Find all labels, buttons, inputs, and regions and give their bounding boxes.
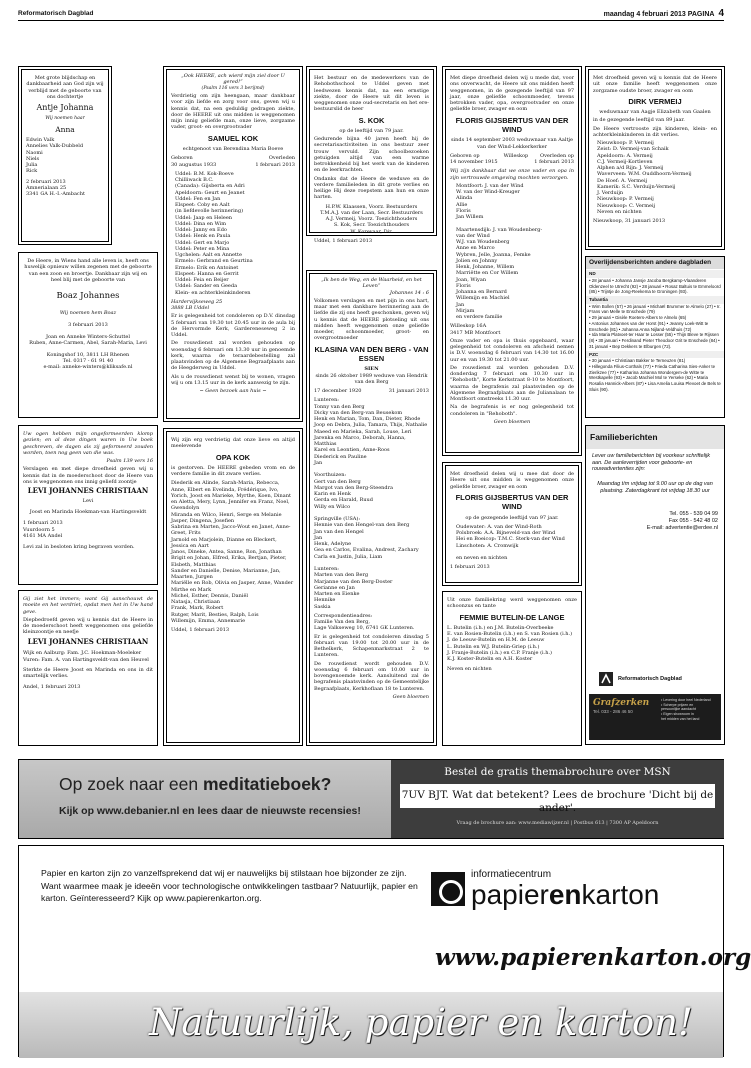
- ad-sub-2: sinds 26 oktober 1989 weduwe van Hendrik van den Berg: [315, 372, 428, 385]
- rd-logo-text: Reformatorisch Dagblad: [618, 675, 682, 682]
- meditatieboek-ad[interactable]: [19, 760, 391, 838]
- deceased-name: FLORIS GIJSBERTUS VAN DER WIND: [455, 492, 569, 512]
- family-names: Wijk en Aalburg: Fam. J.C. Hoekman-Moeleker Vuren: Fam. A. van Hartingsveldt-van den Heuvel: [23, 650, 149, 663]
- ad-text: Uit onze familiekring werd weggenomen onze schoonzus en tante: [447, 597, 577, 610]
- death-ad-s-kok-school: [306, 66, 437, 244]
- ad-text-2: is gestorven. De HEERE gebeden vrom en de verdere familie in dit zware verlies.: [171, 464, 295, 478]
- gz-item: • Levering door heel Nederland: [661, 698, 711, 702]
- life-dates: [314, 388, 429, 394]
- ad-address: 2 februari 2013 Amnerialaan 25 3341 GA H.-I.-Ambacht: [26, 178, 85, 198]
- ad-dates: 1 februari 2013 Vuurdoorn 5 4161 MA Andel: [23, 520, 63, 539]
- list-item: • Wim Bollen (57) • 26 januari • Michaël Brummer te Almelo (27) • Ir. Frans van Melle te Enschede (79): [589, 303, 721, 315]
- ad-text: Met droefheid delen wij u mee dat door de Heere uit ons midden is weggenomen onze geliefde broer, zwager en oom: [450, 471, 574, 490]
- ad-sub: sinds 14 september 2003 weduwnaar van Aaltje van der Wind-Lekkerkerker: [450, 137, 573, 150]
- ad-quote: Gij ziet het immers; want Gij aanschouwt de moeite en het verdriet, opdat men het in Uw hand geve.: [23, 596, 153, 615]
- ad-text: Verdrietig om zijn heengaan, maar dankbaar voor zijn liefde en zorg voor ons, geven wij u kennis dat, na een geduldig gedragen ziekte, door de HEERE uit ons midden is weggenomen mijn innig geliefde man, onze lieve, zorgzame vader, groot- en overgrootvader: [171, 93, 295, 131]
- meditatie-headline: [59, 774, 331, 796]
- died-date: 31 januari 2013: [388, 388, 429, 394]
- quote-ref: Johannes 14 : 6: [389, 289, 429, 296]
- family-names: Uddel: B.M. Kok-Boeve Chilliwack B.C. (Canada): Gijsberta en Adri Apeldoorn: Geurt en Jeanet Uddel: Fen en Jan Elspeet: Coby en Aalt (in liefdevolle herinnering) Uddel: Jaap en Heleen Uddel: Dina en Wim Uddel: Janny en Edo Uddel: Henk en Paula Uddel: Gert en Marjo Uddel: Peter en Mina Ugchelen: Aalt en Annette Ermelo: Gerbrand en Geurtina Ermelo: Erik en Antoinet Elspeet: Hanna en Gerrit Uddel: Feia en Beijer Uddel: Sander en Geeda Klein- en achterkleinkinderen: [175, 170, 253, 296]
- deceased-name: FLORIS GIJSBERTUS VAN DER WIND: [455, 115, 569, 134]
- pk-text: Papier en karton zijn zo vanzelfsprekend dat wij er nauwelijks bij stilstaan hoe bijzonder ze zijn. Want waarmee maak je ideeën voor technologische ontwikkelingen tastbaar? Natuurlijk, papier en karton. Geïnteresseerd? Kijk op www.papierenkarton.org.: [41, 868, 418, 904]
- gz-item: het midden van het land: [661, 716, 700, 721]
- family-names: Nieuwkoop: P. Vermeij Zeist: D. Vermeij-van Schaik Apeldoorn: A. Vermeij C.J. Vermeij-Kortleven Alphen a/d Rijn: J. Vermeij Waverveen: W.M. Ouddhoorn-Vermeij De Hoef: A. Vermeij Kamerik: S.C. Verduijn-Vermeij J. Verduijn Nieuwkoop: P. Vermeij Nieuwkoop: C. Vermeij Neven en nichten: [597, 140, 692, 215]
- date-text: maandag 4 februari 2013: [603, 11, 686, 18]
- ad-date: 3 februari 2013: [68, 321, 108, 328]
- pk-logo-main: [471, 881, 659, 909]
- ad-address: Willeskop 16A 3417 MB Montfoort: [450, 323, 501, 336]
- death-ad-klasina: [306, 270, 437, 746]
- board-names: H.P.W. Klaassen, Voorz. Bestuurders T.M.A.J. van der Laan, Secr. Bestuurders A.J. Vermeij, Voorz. Toezichthouders S. Kok, Secr. Toezichthouders W. Korevaar, Dir.: [320, 203, 423, 235]
- ad-footer: ~ Geen bezoek aan huis ~: [199, 388, 267, 395]
- ad-text-3: De Heere vertrooste zijn kinderen, klein- en achterkleinkinderen in dit verlies.: [593, 125, 717, 138]
- deceased-name: LEVI JOHANNES CHRISTIAAN: [27, 486, 149, 495]
- ad-text: Wij zijn erg verdrietig dat onze lieve en altijd meelevende: [171, 437, 295, 450]
- region-label: PZC: [586, 351, 724, 359]
- ad-address: Hardervijkseweg 25 3888 LB Uddel: [171, 298, 223, 312]
- list-item: • 28 januari • Johanna Jansje Jacoba Bergkamp-Vlaanderen Oldenzeel te Utrecht (92) • 28 januari • Rosaz Baltuis te Emmeloord (85) • Trijntje de Jong-Reekema te Groningen (93).: [589, 277, 721, 295]
- death-ad-samuel-kok: [163, 66, 303, 422]
- gz-item: • Scherpe prijzen en: [661, 702, 694, 707]
- death-ad-floris-2: [442, 462, 582, 586]
- quote-ref: Psalm 139 vers 16: [106, 458, 153, 464]
- ad-text: Verslagen en met diepe droefheid geven wij u kennis dat in de moederschoot door de Heere van ons is weggenomen ons innig geliefd zoontje: [23, 466, 153, 485]
- ad-sub: op de leeftijd van 79 jaar.: [339, 127, 404, 134]
- ad-sub: op de gezegende leeftijd van 97 jaar.: [465, 514, 559, 521]
- pk-en: en: [548, 879, 582, 911]
- msn-footer: Vraag de brochure aan: www.mediawijzer.nl | Postbus 613 | 7300 AP Apeldoorn: [456, 820, 659, 826]
- family-names: Joost en Marinda Hoekman-van Hartingsveldt: [29, 509, 147, 515]
- pk-logo-icon: [431, 872, 465, 906]
- page-header: [18, 7, 724, 21]
- death-ad-opa-kok: [163, 428, 303, 746]
- ad-footer: Neven en nichten: [447, 666, 492, 673]
- info-fax: Fax 055 - 542 48 02: [668, 517, 718, 524]
- ad-address: Koningshof 10, 3811 LH Rhenen Tel. 0317 - 61 91 40 e-mail: anneke-winters@kliksafe.nl: [43, 351, 133, 371]
- deceased-name: FEMMIE BUTELIN-DE LANGE: [459, 612, 565, 622]
- region-label: ND: [586, 270, 724, 278]
- msn-quote: 7UV BJT. Wat dat betekent? Lees de brochure 'Dicht bij de ander'.: [400, 784, 715, 808]
- ad-footer: 1 februari 2013: [450, 564, 490, 571]
- ad-text: Volkomen verslagen en met pijn in ons hart, maar met een dankbare herinnering aan de liefde die zij ons heeft geschonken, geven wij u kennis dat de HEERE plotseling uit ons midden heeft weggenomen onze geliefde moeder, schoonmoeder, groot- en overgrootmoeder: [314, 297, 429, 342]
- ad-text: Met diepe droefheid delen wij u mede dat, voor ons onverwacht, de Heere uit ons midden heeft weggenomen, in de gezegende leeftijd van 97 jaar, onze geliefde schoonmoeder, tevens betrokken vader, opa, overgrootvader en onze geliefde broer, zwager en oom: [450, 75, 574, 113]
- list-title: Overlijdensberichten andere dagbladen: [586, 257, 724, 269]
- condolence-text: Onze vader en opa is thuis opgebaard, waar gelegenheid tot condoleren en afscheid nemen is D.V. woensdag 6 februari van 14.30 tot 16.00 uur en van 19.30 tot 21.00 uur.: [450, 337, 574, 363]
- papierenkarton-ad[interactable]: [18, 845, 751, 1057]
- list-item: • 29 januari • Gisèle Roeters-Albers te Almelo (65): [589, 315, 687, 321]
- pk-karton: karton: [581, 879, 660, 911]
- list-item: • Hillegonda Filius-Corthals (77) • Frieda Catharina Sies-Anker te Zierikzee (77) • Katharina Johanna Wondergem-de Witte te Westkapelle (93) • Jacob Machiel Mol te Yerseke (62) • Maria Rosalia Hannick-Albers (87) • Lisa Amelia Louisa Plevoet de Bels te Sluis (90).: [589, 363, 721, 392]
- ad-text-2: Sterkte de Heere Joost en Marinda en ons in dit smartelijk verlies.: [23, 666, 153, 679]
- list-item: • 30 januari • Christiaan Bakker te Terneuzen (81): [589, 358, 686, 364]
- ad-sub: weduwnaar van Aagje Elizabeth van Gaalen: [599, 109, 711, 116]
- family-names: Montfoort: J. van der Wind W. van der Wind-Kreuger Alinda Allie Floris Jan Willem Maartensdijk: J. van Woudenberg- van der Wind W.J. van Woudenberg Anne en Marco Wybren, Jelle, Joanna, Femke Jolien en Johnny Henk, Johanne, Willem Marriëtte en Cor Willem Joan, Wiyan Floris Johanna en Bernard Willemijn en Machiel Jan Mirjam en verdere familie: [456, 182, 543, 320]
- ad-quote: „Ook HEERE, ach wierd mijn ziel door U gered!”: [181, 73, 285, 86]
- service-text: De rouwdienst wordt gehouden D.V. woensdag 6 februari om 10.00 uur in bovengenoemde kerk. Aansluitend zal de begrafenis plaatsvinden op de Gemeentelijke Begraafplaats, Kerkhoflaan 18 te Lunteren.: [314, 660, 429, 692]
- pk-logo: [431, 860, 691, 918]
- child-name: Antje Johanna: [36, 103, 94, 112]
- deceased-name: DIRK VERMEIJ: [628, 96, 682, 106]
- ad-text: Het bestuur en de medewerkers van de Rehobothschool te Uddel geven met leedwezen kennis dat, na een ernstige ziekte, door de Heere uit dit leven is weggenomen onze oud-secretaris en het ere-bestuurslid de heer: [314, 75, 429, 113]
- family-names: Edwin Valk Annelies Valk-Dubbeld Naomi Niels Julia Rick: [26, 137, 84, 175]
- died-date: Overleden 1 februari 2013: [255, 155, 295, 168]
- ad-sub: Wij noemen haar: [45, 116, 85, 121]
- born-date: Geboren op 14 november 1915: [450, 152, 498, 165]
- pk-slogan: Natuurlijk, papier en karton!: [149, 1001, 693, 1044]
- rd-mark-icon: [598, 671, 614, 687]
- list-item: • Ida Maria Platvoet-ter Haar te Losser (55) • Thijn Bleve te Rijssen (8) • 30 januari • Ferdinand Pieter Theodoor Grit te Enschede (84) • 31 januari • Bep Dekkers te Elburgen (72).: [589, 332, 720, 349]
- banner-ads: [18, 759, 724, 839]
- pagina-number: 4: [718, 8, 724, 19]
- ad-footer: Uddel, 1 februari 2013: [314, 237, 373, 244]
- death-ad-dirk-vermeij: [585, 66, 725, 250]
- death-ad-levi-2: [18, 590, 158, 746]
- attend-text: Als u de rouwdienst wenst bij te wonen, vragen wij u om 13.15 uur in de kerk aanwezig te zijn.: [171, 373, 295, 386]
- ad-sub: Wij noemen hem Boaz: [59, 309, 117, 316]
- family-names: Oudewater: A. van der Wind-Roth Polsbroek: A.A. Bijneveld-van der Wind Hei en Boeicop: T.M.C. Sterk-van der Wind Linschoten: A. Cromwijk en neven en nichten: [456, 523, 565, 561]
- ad-footer: Geen bloemen: [493, 418, 531, 425]
- death-ad-levi-1: [18, 425, 158, 585]
- family-names: Lunteren: Tonny van den Berg Dicky van den Berg-van Beusekom Henk en Marian, Tom, Dan, Dieter, Rhode Joop en Debra, Julia, Tamara, Thijs, Nathalie Maeed en Marieka, Sarah, Louse, Leri Jarenka en Marco, Deborah, Hanna, Matthias Karel en Leontien, Anne-Roos Diederick en Pauline Jan Voorthuizen: Gert van den Berg Margot van den Berg-Steendra Karin en Henk Gerda en Harald, Ruud Willy en Wilco Springville (USA): Hennie van den Hengel-van den Berg Jan van den Hengel Jan Henk, Adelyne Gea en Carlos, Evalina, Andrest, Zachary Carla en Justin, Julia, Liam Lunteren: Marten van den Berg Marjanne van den Berg-Doster Gerianne en Jan Marten en Eienke Hennike Saskia: [314, 397, 428, 610]
- death-ad-floris-1: [442, 66, 582, 456]
- condolence-text: Er is gelegenheid tot condoleren op D.V. dinsdag 5 februari van 19.30 tot 20.45 uur in de aula bij de Hervormde Kerk, Gardereneseweg 2 in Uddel.: [171, 313, 295, 339]
- ad-address: Correspondentieadres: Familie Van den Berg, Lage Valkseweg 10, 6741 GK Lunteren.: [314, 612, 415, 632]
- page-date: [604, 8, 724, 21]
- after-text: Na de begrafenis is er nog gelegenheid tot condoleren in "Rehoboth".: [450, 404, 574, 417]
- service-text: De rouwdienst zal worden gehouden op woensdag 6 februari om 13.30 uur in genoemde kerk, waarna de teraardebestelling zal plaatsvinden op de Algemene Begraafplaats aan de Heegderweg in Uddel.: [171, 340, 295, 372]
- child-name: Boaz Johannes: [56, 291, 120, 301]
- birth-place: Willeskop: [503, 152, 529, 159]
- paper-name: Reformatorisch Dagblad: [18, 10, 94, 17]
- list-item: • Antonius Johannes van der Horst (91) • Jeanny Loek-Witt te Enschede (81) • Johanna Anna Nijland-Veldhuis (72): [589, 320, 709, 332]
- ad-footer: Nieuwkoop, 31 januari 2013: [593, 218, 666, 225]
- grandchildren-names: Diederik en Alinde, Sarah-Maria, Rebecca, Anne, Elbert en Evelinda, Frédérique, Ivo, Yorich, Joost en Marieke, Myrthe, Koen, Dinant en Aletta, Mery, Lynn, Jennifer en Franz, Noel, Gwendolyn Miranda en Wilco, Henri, Serge en Melanie Jasper, Dingena, Josefien Sabrina en Marten, Jacco-Wout en Janet, Anne-Greet, Frits Jarnold en Marjolein, Dianne en Bleckert, Jessica en Aart Janos, Dineke, Antea, Sanne, Ron, Jonathan Brigit en Johan, Elfred, Erika, Bertjan, Pieter, Elsbeth, Matthias Sander en Danielle, Denise, Marianne, Jan, Maarten, Jurgen Mariëlle en Rob, Olivia en Jasper, Anne, Wander Mirthe en Mark Michel, Esther, Dennis, Daniël Natasja, Christiaan Frank, Mark, Robert Rutger, Marit, Besties, Ralph, Lois Willemijn, Emma, Annemarie: [171, 480, 294, 624]
- birth-ad-boaz: [18, 252, 158, 418]
- life-dates: [171, 155, 295, 168]
- meditatie-sub: Kijk op www.debanier.nl en lees daar de nieuwste recensies!: [59, 805, 361, 817]
- ad-sub: echtgenoot van Berendina Maria Boeve: [182, 146, 284, 153]
- region-label: Tubantia: [586, 296, 724, 304]
- ad-text: Met droefheid geven wij u kennis dat de Heere uit onze familie heeft weggenomen onze zorgzame oudste broer, zwager en oom: [593, 75, 717, 94]
- ad-quote: „Ik ben de Weg, en de Waarheid, en het Leven”: [321, 277, 422, 290]
- ad-intro: De Heere, in Wiens hand alle leven is, heeft ons huwelijk opnieuw willen zegenen met de geboorte van een zoon en broertje. Dankbaar zijn wij en heel blij met de geboorte van: [24, 258, 152, 283]
- msn-brochure-ad[interactable]: [391, 760, 724, 838]
- born-date: Geboren 30 augustus 1933: [171, 155, 217, 168]
- pk-papier: papier: [471, 879, 549, 911]
- family-names: Joan en Anneke Winters-Schuttel Ruben, Anne-Carmen, Abel, Sarah-Maria, Levi: [29, 334, 147, 347]
- deceased-name: OPA KOK: [215, 452, 251, 462]
- pk-logo-top: informatiecentrum: [471, 868, 552, 880]
- grafzerken-ad[interactable]: [589, 694, 721, 740]
- msn-headline: Bestel de gratis themabrochure over MSN: [444, 766, 671, 778]
- life-dates: [450, 153, 574, 166]
- ad-text-3: Ondanks dat de Heere de weduwe en de verdere familieleden in dit grote verlies en heilige Hij deze roepstem aan hun en onze harten.: [314, 175, 429, 201]
- headline-bold: meditatieboek?: [202, 774, 332, 794]
- info-times: Maandag t/m vrijdag tot 9.00 uur op de dag van plaatsing. Zaterdagkrant tot vrijdag 18.30 uur: [597, 481, 713, 495]
- info-email[interactable]: E-mail: advertentie@erdee.nl: [646, 524, 718, 531]
- service-text: De rouwdienst zal worden gehouden D.V. donderdag 7 februari om 10.30 uur in "Rehoboth", Korte Kerkstraat 8-10 te Montfoort, waarna de begrafenis zal plaatsvinden op de Algemene Begraafplaats aan de Julianalaan te Montfoort omstreeks 11.30 uur.: [450, 364, 574, 402]
- ad-text: Diepbedroefd geven wij u kennis dat de Heere in de moederschoot heeft weggenomen ons geliefde kleinzoontje en neefje: [23, 616, 153, 636]
- gz-item: • Eigen showroom in: [661, 712, 694, 717]
- pk-url[interactable]: www.papierenkarton.org: [435, 944, 751, 971]
- rd-logo: [598, 670, 718, 688]
- died-date: Overleden op 1 februari 2013: [534, 152, 574, 165]
- pk-slogan-band: [19, 992, 723, 1058]
- ad-footer: Levi zal in besloten kring begraven worden.: [23, 544, 135, 550]
- condolence-text: Er is gelegenheid tot condoleren dinsdag 5 februari van 19.00 tot 20.00 uur in de Bethelkerk, Schapenmarkstraat 2 te Lunteren.: [314, 633, 429, 659]
- ad-quote: Wij zijn dankbaar dat we onze vader en opa in zijn vertrouwde omgeving mochten verzorgen.: [450, 168, 574, 181]
- quote-ref: (Psalm 116 vers 3 berijmd): [201, 85, 265, 91]
- birth-ad-anna: [18, 66, 112, 245]
- born-date: 17 december 1920: [314, 388, 362, 394]
- ad-intro: Met grote blijdschap en dankbaarheid aan God zijn wij verblijd met de geboorte van ons dochtertje: [26, 75, 104, 100]
- grafzerken-tel: Tel. 033 - 286 46 50: [593, 709, 633, 715]
- deceased-name: SAMUEL KOK: [207, 133, 259, 143]
- family-names: L. Butelin (i.h.) en J.M. Butelin-Overbeeke E. van Rosien-Butelin (i.h.) en S. van Rosien (i.h.) J. de Leeuw-Butelin en H.M. de Leeuw L. Butelin en W.J. Butelin-Griep (i.h.) J. Franje-Butelin (i.h.) en C.P. Franje (i.h.) K.J. Koster-Butelin en A.H. Koster: [447, 624, 573, 663]
- ad-footer: Uddel, 1 februari 2013: [171, 627, 230, 634]
- headline-part: Op zoek naar een: [59, 774, 203, 794]
- ad-text-2: in de gezegende leeftijd van 89 jaar.: [593, 117, 685, 124]
- call-name: Anna: [55, 124, 75, 134]
- other-newspapers-list: [585, 256, 725, 418]
- info-tel: Tel. 055 - 539 04 99: [669, 511, 718, 517]
- grafzerken-logo: Grafzerken: [593, 698, 650, 708]
- deceased-name: KLASINA VAN DEN BERG - VAN ESSEN: [314, 344, 429, 363]
- ad-sub: Levi: [82, 497, 94, 504]
- info-intro: Lever uw familieberichten bij voorkeur schriftelijk aan. De aanleverrijden voor geboorte- en rouwadvertenties zijn:: [592, 452, 710, 473]
- pagina-label: PAGINA: [687, 11, 715, 18]
- info-title: Familieberichten: [586, 426, 724, 449]
- ad-footer: Andel, 1 februari 2013: [23, 684, 81, 691]
- deceased-name: LEVI JOHANNES CHRISTIAAN: [27, 636, 149, 646]
- death-ad-femmie: [442, 591, 582, 746]
- ad-text-2: Gedurende bijna 40 jaren heeft hij de secretarisactiviteiten in ons bestuur zeer trouw vervuld. Zijn schoolbezoeken getuigden altijd van een warme betrokkenheid bij het werk van de kinderen en de leerkrachten.: [314, 136, 429, 174]
- ad-quote: Uw ogen hebben mijn ongeformeerden klomp gezien; en al deze dingen waren in Uw boek geschreven, de dagen als zij geformeerd zouden worden, toen nog geen van die was.: [23, 431, 153, 456]
- deceased-name: S. KOK: [358, 115, 385, 125]
- gz-item: persoonlijke aandacht: [661, 707, 696, 712]
- ad-footer: Geen bloemen: [392, 693, 429, 700]
- ad-sub: SIEN: [364, 366, 379, 373]
